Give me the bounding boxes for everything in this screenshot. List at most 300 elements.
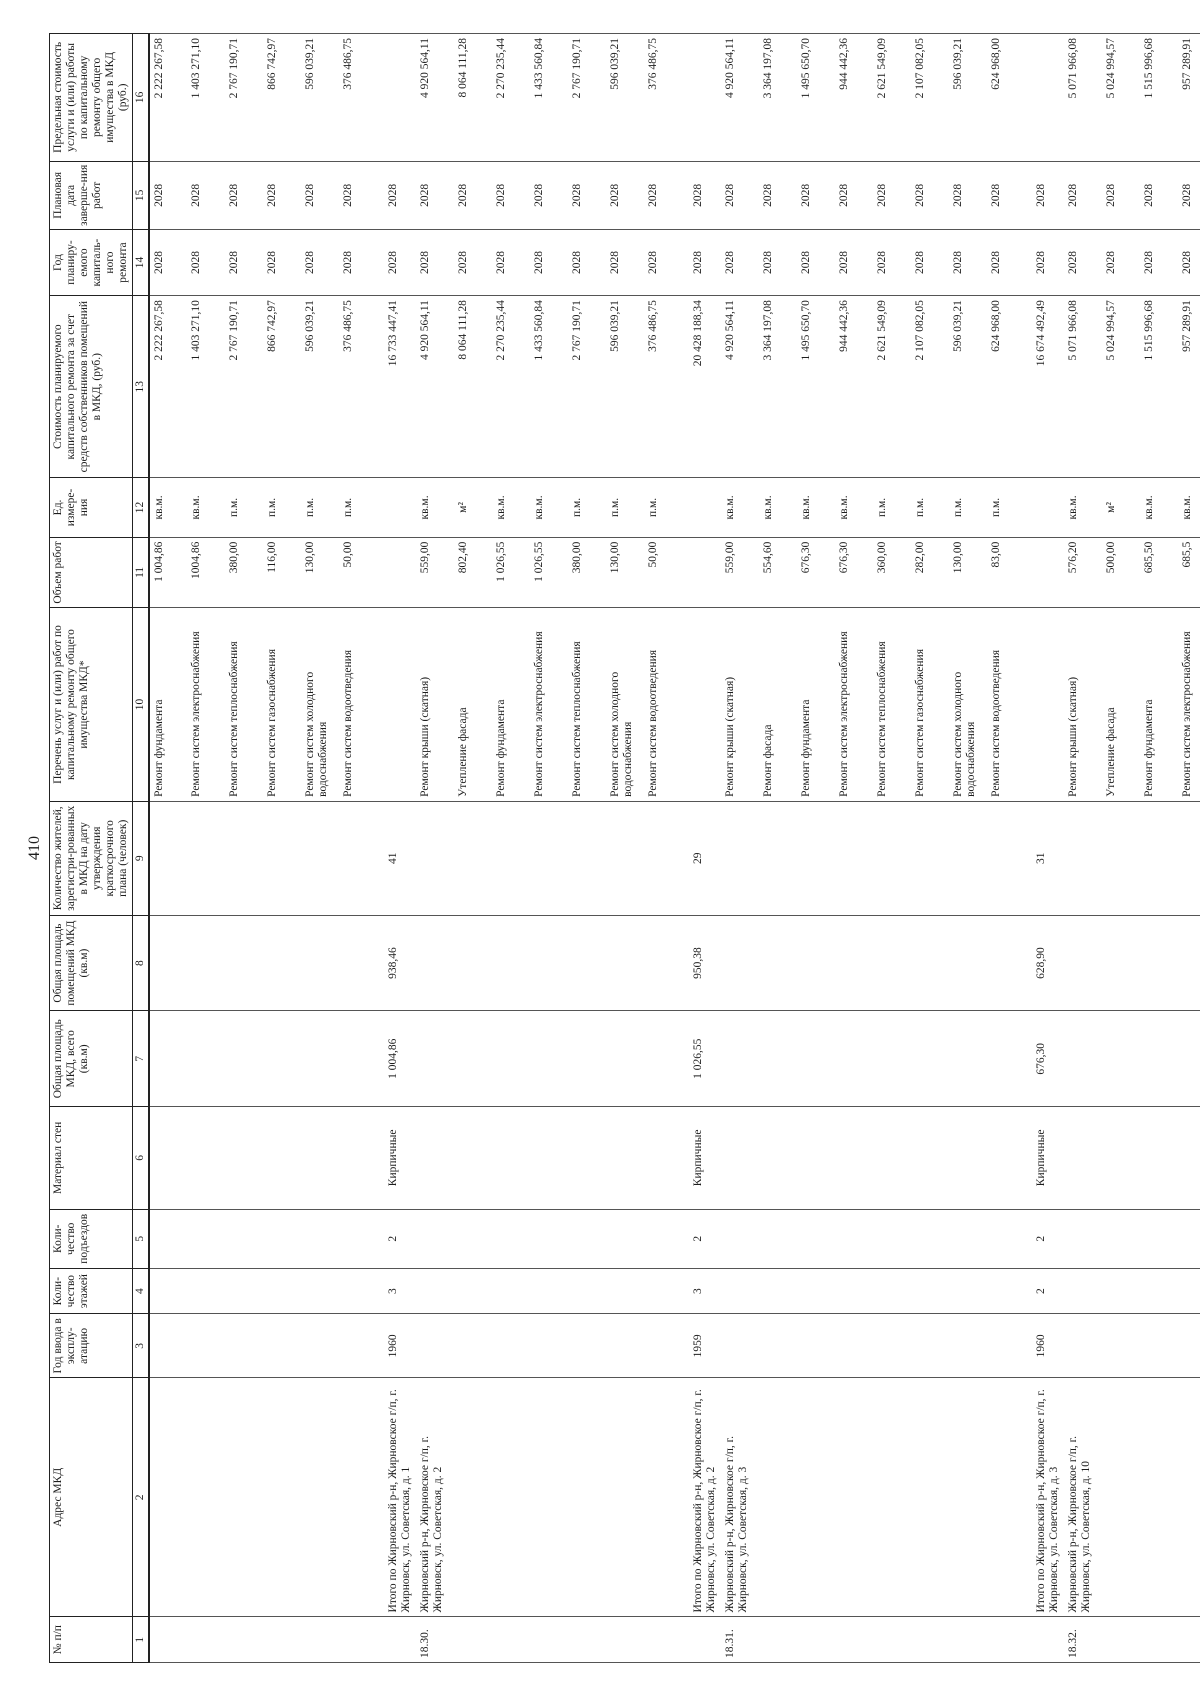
- cell-number: [1102, 1617, 1140, 1663]
- cell-wall-material: [835, 1107, 873, 1210]
- cell-limit-cost: 4 920 564,11: [416, 34, 454, 162]
- cell-floors: [987, 1268, 1025, 1314]
- cell-unit: п.м.: [568, 478, 606, 537]
- cell-entrances: [987, 1209, 1025, 1268]
- total-row: [1025, 34, 1064, 1663]
- cell-limit-cost: 2 107 082,05: [911, 34, 949, 162]
- cell-cost: 2 767 190,71: [225, 296, 263, 478]
- column-number: 14: [133, 230, 150, 296]
- cell-work-type: Ремонт систем водоотведения: [987, 608, 1025, 802]
- header-cell: Коли-чество этажей: [50, 1268, 133, 1314]
- cell-number: [1140, 1617, 1178, 1663]
- cell-total-area: [1064, 1011, 1102, 1107]
- cell-unit: кв.м.: [416, 478, 454, 537]
- cell-completion-date: 2028: [1025, 161, 1064, 229]
- cell-year-built: [339, 1314, 377, 1378]
- cell-year-built: [911, 1314, 949, 1378]
- cell-repair-year: 2028: [301, 230, 339, 296]
- header-cell: Плановая дата заверше-ния работ: [50, 161, 133, 229]
- cell-cost: 2 767 190,71: [568, 296, 606, 478]
- cell-wall-material: [149, 1107, 187, 1210]
- cell-unit: п.м.: [644, 478, 682, 537]
- cell-number: [377, 1617, 416, 1663]
- cell-year-built: [263, 1314, 301, 1378]
- cell-floors: [1178, 1268, 1200, 1314]
- cell-premises-area: [759, 915, 797, 1011]
- column-number: 11: [133, 537, 150, 608]
- cell-address: [225, 1378, 263, 1617]
- header-cell: Стоимость планируемого капитального ремонта за счет средств собственников помещений в МКД, (руб.): [50, 296, 133, 478]
- cell-completion-date: 2028: [301, 161, 339, 229]
- cell-wall-material: [301, 1107, 339, 1210]
- cell-repair-year: 2028: [644, 230, 682, 296]
- cell-unit: п.м.: [225, 478, 263, 537]
- cell-limit-cost: 5 071 966,08: [1064, 34, 1102, 162]
- cell-total-area: [301, 1011, 339, 1107]
- cell-completion-date: 2028: [225, 161, 263, 229]
- cell-number: [225, 1617, 263, 1663]
- cell-wall-material: [339, 1107, 377, 1210]
- cell-floors: [606, 1268, 644, 1314]
- column-number: 12: [133, 478, 150, 537]
- cell-wall-material: [606, 1107, 644, 1210]
- cell-work-type: Ремонт фасада: [759, 608, 797, 802]
- column-number: 3: [133, 1314, 150, 1378]
- work-row: [797, 34, 835, 1663]
- cell-premises-area: [225, 915, 263, 1011]
- cell-work-volume: 1 004,86: [149, 537, 187, 608]
- cell-completion-date: 2028: [835, 161, 873, 229]
- cell-total-area: [721, 1011, 759, 1107]
- cell-number: [568, 1617, 606, 1663]
- cell-limit-cost: 596 039,21: [301, 34, 339, 162]
- cell-number: [911, 1617, 949, 1663]
- cell-number: 18.32.: [1064, 1617, 1102, 1663]
- cell-limit-cost: 2 767 190,71: [568, 34, 606, 162]
- cell-floors: 2: [1025, 1268, 1064, 1314]
- cell-entrances: 2: [682, 1209, 721, 1268]
- cell-residents: [835, 801, 873, 915]
- cell-premises-area: [949, 915, 987, 1011]
- cell-residents: 31: [1025, 801, 1064, 915]
- cell-year-built: [454, 1314, 492, 1378]
- cell-entrances: [1178, 1209, 1200, 1268]
- cell-work-volume: 500,00: [1102, 537, 1140, 608]
- cell-limit-cost: 5 024 994,57: [1102, 34, 1140, 162]
- cell-work-type: Ремонт систем электроснабжения: [187, 608, 225, 802]
- cell-work-volume: 1004,86: [187, 537, 225, 608]
- column-number: 15: [133, 161, 150, 229]
- cell-year-built: [1178, 1314, 1200, 1378]
- cell-premises-area: [797, 915, 835, 1011]
- cell-unit: п.м.: [606, 478, 644, 537]
- cell-work-type: Ремонт фундамента: [149, 608, 187, 802]
- cell-limit-cost: [1025, 34, 1064, 162]
- cell-cost: 5 024 994,57: [1102, 296, 1140, 478]
- header-cell: Общая площадь МКД, всего (кв.м): [50, 1011, 133, 1107]
- work-row: [149, 34, 187, 1663]
- cell-premises-area: [1064, 915, 1102, 1011]
- work-row: [1140, 34, 1178, 1663]
- cell-floors: [149, 1268, 187, 1314]
- cell-floors: [1102, 1268, 1140, 1314]
- cell-premises-area: 938,46: [377, 915, 416, 1011]
- cell-completion-date: 2028: [721, 161, 759, 229]
- cell-premises-area: [263, 915, 301, 1011]
- cell-premises-area: [1140, 915, 1178, 1011]
- cell-residents: [606, 801, 644, 915]
- cell-year-built: [416, 1314, 454, 1378]
- cell-premises-area: [568, 915, 606, 1011]
- cell-address: Итого по Жирновский р-н, Жирновское г/п, г. Жирновск, ул. Советская, д. 1: [377, 1378, 416, 1617]
- cell-year-built: [835, 1314, 873, 1378]
- cell-number: [644, 1617, 682, 1663]
- header-cell: Адрес МКД: [50, 1378, 133, 1617]
- cell-work-volume: 50,00: [339, 537, 377, 608]
- cell-unit: п.м.: [873, 478, 911, 537]
- cell-residents: [149, 801, 187, 915]
- cell-work-volume: 559,00: [416, 537, 454, 608]
- cell-cost: 1 495 650,70: [797, 296, 835, 478]
- cell-work-volume: [682, 537, 721, 608]
- cell-repair-year: 2028: [1102, 230, 1140, 296]
- cell-unit: п.м.: [911, 478, 949, 537]
- cell-floors: [416, 1268, 454, 1314]
- cell-completion-date: 2028: [568, 161, 606, 229]
- cell-residents: [454, 801, 492, 915]
- cell-completion-date: 2028: [1178, 161, 1200, 229]
- cell-repair-year: 2028: [1140, 230, 1178, 296]
- cell-number: [987, 1617, 1025, 1663]
- cell-entrances: [797, 1209, 835, 1268]
- header-cell: Коли-чество подъездов: [50, 1209, 133, 1268]
- cell-limit-cost: 944 442,36: [835, 34, 873, 162]
- cell-year-built: [568, 1314, 606, 1378]
- cell-repair-year: 2028: [835, 230, 873, 296]
- cell-limit-cost: 866 742,97: [263, 34, 301, 162]
- cell-wall-material: Кирпичные: [682, 1107, 721, 1210]
- work-row: [339, 34, 377, 1663]
- cell-year-built: [492, 1314, 530, 1378]
- cell-limit-cost: [377, 34, 416, 162]
- cell-wall-material: [187, 1107, 225, 1210]
- cell-total-area: [454, 1011, 492, 1107]
- cell-completion-date: 2028: [759, 161, 797, 229]
- cell-total-area: [606, 1011, 644, 1107]
- cell-repair-year: 2028: [225, 230, 263, 296]
- cell-residents: [492, 801, 530, 915]
- cell-total-area: [644, 1011, 682, 1107]
- cell-wall-material: Кирпичные: [377, 1107, 416, 1210]
- cell-total-area: [759, 1011, 797, 1107]
- cell-floors: [454, 1268, 492, 1314]
- cell-floors: [911, 1268, 949, 1314]
- cell-unit: кв.м.: [1178, 478, 1200, 537]
- cell-cost: 4 920 564,11: [416, 296, 454, 478]
- cell-address: [492, 1378, 530, 1617]
- work-row: [1178, 34, 1200, 1663]
- cell-year-built: 1960: [377, 1314, 416, 1378]
- cell-unit: кв.м.: [530, 478, 568, 537]
- cell-work-type: Ремонт систем холодного водоснабжения: [606, 608, 644, 802]
- cell-unit: п.м.: [949, 478, 987, 537]
- cell-total-area: [987, 1011, 1025, 1107]
- cell-premises-area: [721, 915, 759, 1011]
- cell-unit: кв.м.: [492, 478, 530, 537]
- cell-total-area: [911, 1011, 949, 1107]
- cell-number: [1178, 1617, 1200, 1663]
- cell-entrances: [568, 1209, 606, 1268]
- cell-repair-year: 2028: [530, 230, 568, 296]
- cell-year-built: [987, 1314, 1025, 1378]
- cell-total-area: [1178, 1011, 1200, 1107]
- cell-entrances: [911, 1209, 949, 1268]
- column-number: 10: [133, 608, 150, 802]
- table-body: [149, 34, 1200, 1663]
- cell-floors: [721, 1268, 759, 1314]
- cell-work-type: Ремонт систем теплоснабжения: [568, 608, 606, 802]
- cell-number: [606, 1617, 644, 1663]
- cell-year-built: [797, 1314, 835, 1378]
- cell-work-volume: 380,00: [225, 537, 263, 608]
- cell-total-area: [187, 1011, 225, 1107]
- cell-premises-area: [1102, 915, 1140, 1011]
- cell-residents: [225, 801, 263, 915]
- cell-completion-date: 2028: [530, 161, 568, 229]
- cell-residents: [911, 801, 949, 915]
- header-cell: Предельная стоимость услуги и (или) работы по капитальному ремонту общего имущества в МКД (руб.): [50, 34, 133, 162]
- cell-unit: кв.м.: [835, 478, 873, 537]
- work-row: [263, 34, 301, 1663]
- cell-completion-date: 2028: [644, 161, 682, 229]
- cell-residents: 29: [682, 801, 721, 915]
- cell-repair-year: 2028: [1178, 230, 1200, 296]
- cell-completion-date: 2028: [454, 161, 492, 229]
- cell-limit-cost: 4 920 564,11: [721, 34, 759, 162]
- cell-number: [301, 1617, 339, 1663]
- cell-wall-material: [873, 1107, 911, 1210]
- cell-work-volume: 130,00: [606, 537, 644, 608]
- cell-residents: [1140, 801, 1178, 915]
- cell-floors: [263, 1268, 301, 1314]
- cell-year-built: [644, 1314, 682, 1378]
- cell-limit-cost: 2 270 235,44: [492, 34, 530, 162]
- work-row: [301, 34, 339, 1663]
- cell-unit: кв.м.: [721, 478, 759, 537]
- cell-total-area: [873, 1011, 911, 1107]
- cell-entrances: [873, 1209, 911, 1268]
- cell-floors: [759, 1268, 797, 1314]
- cell-floors: [1140, 1268, 1178, 1314]
- cell-entrances: [721, 1209, 759, 1268]
- cell-address: [797, 1378, 835, 1617]
- cell-total-area: [339, 1011, 377, 1107]
- cell-limit-cost: 8 064 111,28: [454, 34, 492, 162]
- cell-address: [1178, 1378, 1200, 1617]
- cell-work-type: Ремонт фундамента: [492, 608, 530, 802]
- cell-work-type: Ремонт систем электроснабжения: [835, 608, 873, 802]
- cell-residents: [987, 801, 1025, 915]
- cell-floors: 3: [682, 1268, 721, 1314]
- cell-unit: [1025, 478, 1064, 537]
- cell-work-volume: 1 026,55: [530, 537, 568, 608]
- cell-total-area: [149, 1011, 187, 1107]
- cell-wall-material: [530, 1107, 568, 1210]
- header-cell: Материал стен: [50, 1107, 133, 1210]
- cell-work-type: Ремонт систем теплоснабжения: [225, 608, 263, 802]
- cell-year-built: [606, 1314, 644, 1378]
- cell-wall-material: [721, 1107, 759, 1210]
- cell-repair-year: 2028: [797, 230, 835, 296]
- work-row: [187, 34, 225, 1663]
- cell-address: [530, 1378, 568, 1617]
- cell-entrances: [454, 1209, 492, 1268]
- cell-work-volume: 130,00: [949, 537, 987, 608]
- cell-wall-material: [911, 1107, 949, 1210]
- column-number: 6: [133, 1107, 150, 1210]
- cell-cost: 596 039,21: [606, 296, 644, 478]
- cell-address: [987, 1378, 1025, 1617]
- header-cell: Объем работ: [50, 537, 133, 608]
- cell-work-volume: 130,00: [301, 537, 339, 608]
- cell-repair-year: 2028: [1025, 230, 1064, 296]
- house-row: [721, 34, 759, 1663]
- cell-unit: кв.м.: [759, 478, 797, 537]
- cell-address: [835, 1378, 873, 1617]
- cell-work-volume: 50,00: [644, 537, 682, 608]
- cell-premises-area: [644, 915, 682, 1011]
- cell-limit-cost: 2 767 190,71: [225, 34, 263, 162]
- cell-entrances: [416, 1209, 454, 1268]
- cell-cost: 2 621 549,09: [873, 296, 911, 478]
- cell-completion-date: 2028: [1140, 161, 1178, 229]
- cell-entrances: 2: [1025, 1209, 1064, 1268]
- cell-year-built: [301, 1314, 339, 1378]
- cell-unit: п.м.: [301, 478, 339, 537]
- column-number-row: [133, 34, 150, 1663]
- cell-limit-cost: 624 968,00: [987, 34, 1025, 162]
- cell-entrances: [759, 1209, 797, 1268]
- column-number: 16: [133, 34, 150, 162]
- cell-residents: [949, 801, 987, 915]
- work-row: [1102, 34, 1140, 1663]
- cell-address: [454, 1378, 492, 1617]
- cell-repair-year: 2028: [149, 230, 187, 296]
- cell-repair-year: 2028: [987, 230, 1025, 296]
- cell-total-area: [492, 1011, 530, 1107]
- cell-cost: 2 107 082,05: [911, 296, 949, 478]
- cell-limit-cost: 596 039,21: [949, 34, 987, 162]
- cell-unit: п.м.: [263, 478, 301, 537]
- cell-address: [301, 1378, 339, 1617]
- cell-address: [759, 1378, 797, 1617]
- house-row: [416, 34, 454, 1663]
- total-row: [377, 34, 416, 1663]
- cell-entrances: [187, 1209, 225, 1268]
- cell-premises-area: [873, 915, 911, 1011]
- cell-cost: 866 742,97: [263, 296, 301, 478]
- cell-cost: 16 674 492,49: [1025, 296, 1064, 478]
- cell-cost: 596 039,21: [301, 296, 339, 478]
- cell-completion-date: 2028: [606, 161, 644, 229]
- work-row: [949, 34, 987, 1663]
- cell-entrances: [949, 1209, 987, 1268]
- cell-entrances: [339, 1209, 377, 1268]
- cell-address: [568, 1378, 606, 1617]
- cell-cost: 1 403 271,10: [187, 296, 225, 478]
- header-row: [50, 34, 133, 1663]
- cell-premises-area: [911, 915, 949, 1011]
- cell-address: Жирновский р-н, Жирновское г/п, г. Жирновск, ул. Советская, д. 10: [1064, 1378, 1102, 1617]
- cell-year-built: [759, 1314, 797, 1378]
- cell-limit-cost: 2 621 549,09: [873, 34, 911, 162]
- cell-repair-year: 2028: [873, 230, 911, 296]
- cell-unit: м²: [454, 478, 492, 537]
- cell-residents: [873, 801, 911, 915]
- cell-address: [187, 1378, 225, 1617]
- cell-repair-year: 2028: [682, 230, 721, 296]
- cell-floors: [339, 1268, 377, 1314]
- cell-residents: [263, 801, 301, 915]
- cell-repair-year: 2028: [568, 230, 606, 296]
- cell-wall-material: [987, 1107, 1025, 1210]
- cell-address: [644, 1378, 682, 1617]
- cell-cost: 957 289,91: [1178, 296, 1200, 478]
- cell-work-type: Утепление фасада: [1102, 608, 1140, 802]
- cell-completion-date: 2028: [1102, 161, 1140, 229]
- cell-wall-material: [949, 1107, 987, 1210]
- cell-premises-area: [987, 915, 1025, 1011]
- cell-total-area: 1 026,55: [682, 1011, 721, 1107]
- cell-address: [1140, 1378, 1178, 1617]
- cell-work-volume: 83,00: [987, 537, 1025, 608]
- cell-unit: [377, 478, 416, 537]
- cell-cost: 2 222 267,58: [149, 296, 187, 478]
- cell-work-type: Ремонт систем водоотведения: [339, 608, 377, 802]
- cell-work-type: Ремонт систем водоотведения: [644, 608, 682, 802]
- cell-limit-cost: [682, 34, 721, 162]
- cell-number: [454, 1617, 492, 1663]
- cell-number: [682, 1617, 721, 1663]
- cell-address: Итого по Жирновский р-н, Жирновское г/п, г. Жирновск, ул. Советская, д. 3: [1025, 1378, 1064, 1617]
- cell-floors: [301, 1268, 339, 1314]
- cell-repair-year: 2028: [759, 230, 797, 296]
- cell-premises-area: [149, 915, 187, 1011]
- column-number: 8: [133, 915, 150, 1011]
- cell-entrances: [149, 1209, 187, 1268]
- cell-year-built: [149, 1314, 187, 1378]
- cell-address: [1102, 1378, 1140, 1617]
- cell-number: [339, 1617, 377, 1663]
- cell-work-volume: 282,00: [911, 537, 949, 608]
- cell-number: 18.31.: [721, 1617, 759, 1663]
- total-row: [682, 34, 721, 1663]
- cell-year-built: 1960: [1025, 1314, 1064, 1378]
- cell-residents: [568, 801, 606, 915]
- cell-entrances: [263, 1209, 301, 1268]
- cell-completion-date: 2028: [1064, 161, 1102, 229]
- cell-completion-date: 2028: [339, 161, 377, 229]
- cell-repair-year: 2028: [263, 230, 301, 296]
- cell-number: [492, 1617, 530, 1663]
- work-row: [606, 34, 644, 1663]
- work-row: [644, 34, 682, 1663]
- cell-wall-material: [1178, 1107, 1200, 1210]
- cell-address: [149, 1378, 187, 1617]
- cell-wall-material: [644, 1107, 682, 1210]
- cell-number: [263, 1617, 301, 1663]
- cell-wall-material: [759, 1107, 797, 1210]
